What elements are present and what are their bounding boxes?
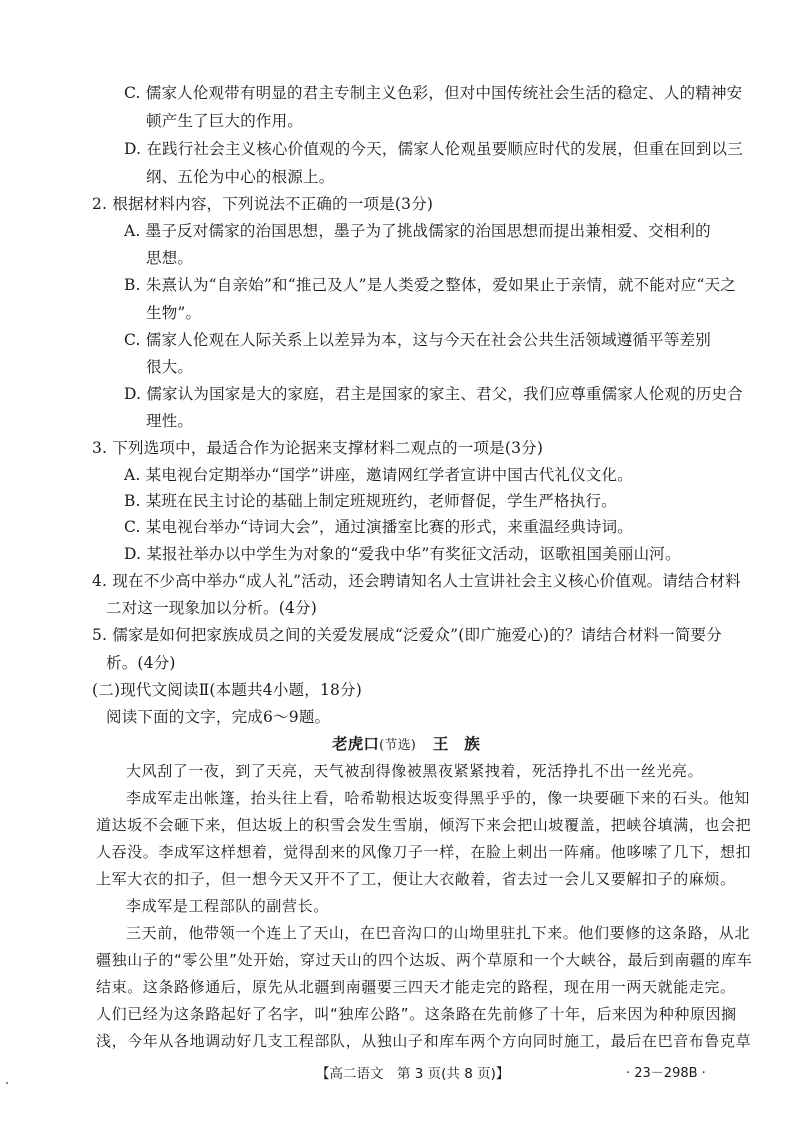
text-line: C. 某电视台举办“诗词大会”，通过演播室比赛的形式，来重温经典诗词。	[124, 518, 634, 536]
text-line: (二)现代文阅读Ⅱ(本题共4小题，18分)	[92, 681, 363, 699]
text-line: 李成军走出帐篷，抬头往上看，哈希勒根达坂变得黑乎乎的，像一块要砸下来的石头。他知	[126, 789, 751, 807]
text-line: 顿产生了巨大的作用。	[146, 112, 304, 130]
text-line: C. 儒家人伦观在人际关系上以差异为本，这与今天在社会公共生活领域遵循平等差别	[124, 331, 711, 349]
text-line: C. 儒家人伦观带有明显的君主专制主义色彩，但对中国传统社会生活的稳定、人的精神安	[124, 84, 743, 102]
text-line: A. 某电视台定期举办“国学”讲座，邀请网红学者宣讲中国古代礼仪文化。	[124, 466, 633, 484]
text-line: B. 某班在民主讨论的基础上制定班规班约，老师督促，学生严格执行。	[124, 492, 617, 510]
text-line: 李成军是工程部队的副营长。	[126, 897, 329, 915]
title-author: 王 族	[432, 734, 480, 753]
text-line: 4. 现在不少高中举办“成人礼”活动，还会聘请知名人士宣讲社会主义核心价值观。请结合材料	[92, 572, 741, 590]
text-line: 理性。	[146, 412, 194, 430]
text-line: 纲、五伦为中心的根源上。	[146, 168, 335, 186]
page-footer: 【高二语文 第 3 页(共 8 页)】	[316, 1066, 510, 1082]
exam-code: · 23－298B ·	[626, 1066, 706, 1081]
text-line: 大风刮了一夜，到了天亮，天气被刮得像被黑夜紧紧拽着，死活挣扎不出一丝光亮。	[126, 762, 704, 780]
title-note: (节选)	[379, 738, 417, 753]
text-line: 析。(4分)	[106, 654, 176, 672]
text-line: 阅读下面的文字，完成6～9题。	[106, 708, 331, 726]
text-line: 2. 根据材料内容，下列说法不正确的一项是(3分)	[92, 195, 434, 213]
text-line: B. 朱熹认为“自亲始”和“推己及人”是人类爱之整体，爱如果止于亲情，就不能对应“天之	[124, 276, 736, 294]
text-line: 很大。	[146, 358, 194, 376]
text-line: 5. 儒家是如何把家族成员之间的关爱发展成“泛爱众”(即广施爱心)的？请结合材料一简要分	[92, 626, 722, 644]
text-line: D. 在践行社会主义核心价值观的今天，儒家人伦观虽要顺应时代的发展，但重在回到以三	[124, 140, 743, 158]
text-line: 人吞没。李成军这样想着，觉得刮来的风像刀子一样，在脸上刺出一阵痛。他哆嗦了几下，想扣	[96, 843, 752, 861]
text-line: 浅，今年从各地调动好几支工程部队，从独山子和库车两个方向同时施工，最后在巴音布鲁克草	[96, 1032, 752, 1050]
text-line: 二对这一现象加以分析。(4分)	[106, 599, 317, 617]
text-line: 生物”。	[146, 304, 202, 322]
text-line: 疆独山子的“零公里”处开始，穿过天山的四个达坂、两个草原和一个大峡谷，最后到南疆的库车	[96, 951, 753, 969]
text-line: 结束。这条路修通后，原先从北疆到南疆要三四天才能走完的路程，现在用一两天就能走完。	[96, 978, 736, 996]
text-line: A. 墨子反对儒家的治国思想，墨子为了挑战儒家的治国思想而提出兼相爱、交相利的	[124, 222, 711, 240]
text-line: 人们已经为这条路起好了名字，叫“独库公路”。这条路在先前修了十年，后来因为种种原因搁	[96, 1005, 737, 1023]
scan-mark	[6, 1082, 8, 1084]
text-line: D. 某报社举办以中学生为对象的“爱我中华”有奖征文活动，讴歌祖国美丽山河。	[124, 545, 681, 563]
title-main: 老虎口	[332, 734, 380, 753]
text-line: 道达坂不会砸下来，但达坂上的积雪会发生雪崩，倾泻下来会把山坡覆盖，把峡谷填满，也会把	[96, 816, 752, 834]
text-line: 三天前，他带领一个连上了天山，在巴音沟口的山坳里驻扎下来。他们要修的这条路，从北	[126, 924, 751, 942]
text-line: D. 儒家认为国家是大的家庭，君主是国家的家主、君父，我们应尊重儒家人伦观的历史合	[124, 385, 743, 403]
text-line: 上军大衣的扣子，但一想今天又开不了工，便让大衣敞着，省去过一会儿又要解扣子的麻烦。	[96, 870, 736, 888]
text-line: 思想。	[146, 249, 194, 267]
text-line: 3. 下列选项中，最适合作为论据来支撑材料二观点的一项是(3分)	[92, 439, 544, 457]
passage-title	[332, 733, 480, 757]
